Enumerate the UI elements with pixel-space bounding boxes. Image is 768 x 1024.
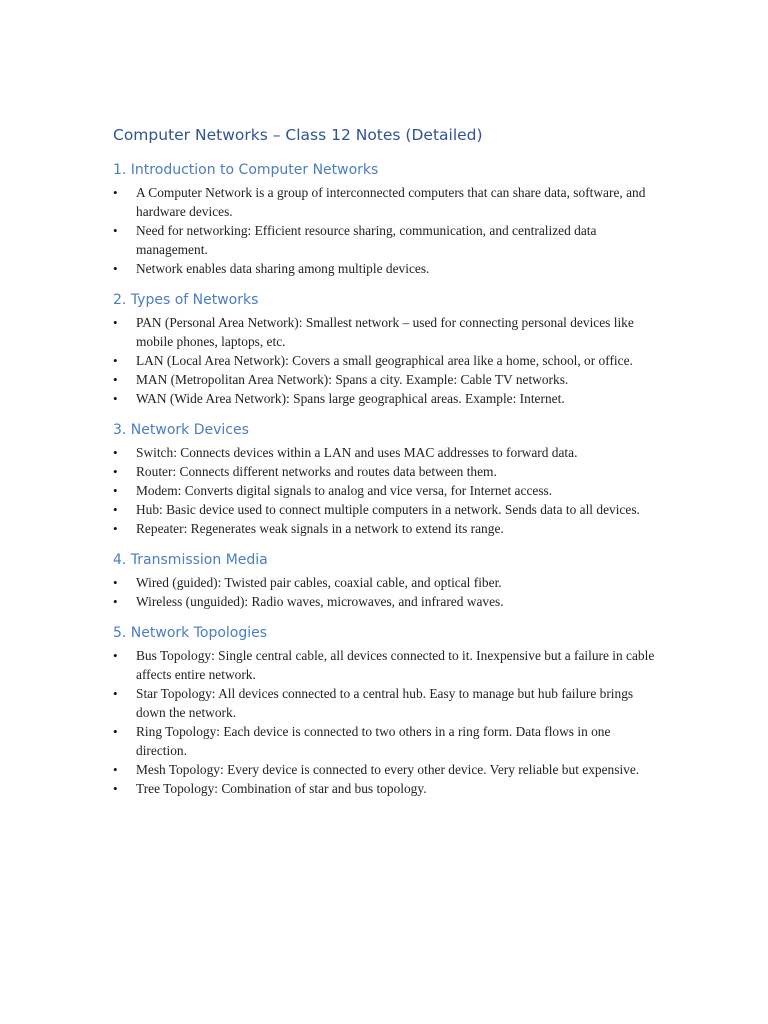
page-title: Computer Networks – Class 12 Notes (Detailed)	[113, 126, 483, 144]
list-item-text: Switch: Connects devices within a LAN and uses MAC addresses to forward data.	[136, 445, 578, 460]
list-item	[113, 183, 658, 221]
list-item	[113, 221, 658, 259]
bullet-icon: •	[113, 648, 118, 663]
list-item-text: Network enables data sharing among multiple devices.	[136, 261, 430, 276]
bullet-list	[113, 443, 658, 538]
bullet-icon: •	[113, 575, 118, 590]
list-item	[113, 500, 658, 519]
bullet-icon: •	[113, 502, 118, 517]
section-2	[113, 290, 658, 408]
bullet-icon: •	[113, 445, 118, 460]
bullet-icon: •	[113, 483, 118, 498]
sections-container	[113, 160, 658, 798]
list-item-text: Hub: Basic device used to connect multiple computers in a network. Sends data to all devices.	[136, 502, 640, 517]
list-item	[113, 592, 658, 611]
list-item-text: Router: Connects different networks and routes data between them.	[136, 464, 497, 479]
list-item-text: Wireless (unguided): Radio waves, microwaves, and infrared waves.	[136, 594, 504, 609]
list-item-text: WAN (Wide Area Network): Spans large geographical areas. Example: Internet.	[136, 391, 565, 406]
bullet-list	[113, 646, 658, 798]
list-item-text: Ring Topology: Each device is connected to two others in a ring form. Data flows in one direction.	[136, 724, 611, 758]
bullet-icon: •	[113, 391, 118, 406]
list-item-text: Repeater: Regenerates weak signals in a network to extend its range.	[136, 521, 504, 536]
list-item-text: Modem: Converts digital signals to analog and vice versa, for Internet access.	[136, 483, 553, 498]
bullet-list	[113, 183, 658, 278]
list-item	[113, 351, 658, 370]
list-item-text: Wired (guided): Twisted pair cables, coaxial cable, and optical fiber.	[136, 575, 502, 590]
list-item	[113, 389, 658, 408]
list-item	[113, 722, 658, 760]
list-item	[113, 481, 658, 500]
section-heading: 3. Network Devices	[113, 422, 249, 438]
section-heading: 5. Network Topologies	[113, 625, 268, 641]
bullet-icon: •	[113, 521, 118, 536]
bullet-icon: •	[113, 223, 118, 238]
bullet-list	[113, 313, 658, 408]
list-item-text: Mesh Topology: Every device is connected to every other device. Very reliable but expensive.	[136, 762, 640, 777]
section-3	[113, 420, 658, 538]
list-item-text: MAN (Metropolitan Area Network): Spans a city. Example: Cable TV networks.	[136, 372, 569, 387]
section-heading: 2. Types of Networks	[113, 292, 259, 308]
bullet-icon: •	[113, 372, 118, 387]
list-item	[113, 779, 658, 798]
list-item	[113, 760, 658, 779]
list-item-text: Need for networking: Efficient resource sharing, communication, and centralized data management.	[136, 223, 597, 257]
bullet-list	[113, 573, 658, 611]
list-item	[113, 370, 658, 389]
list-item	[113, 259, 658, 278]
section-heading: 4. Transmission Media	[113, 552, 268, 568]
bullet-icon: •	[113, 762, 118, 777]
bullet-icon: •	[113, 724, 118, 739]
document-page	[113, 124, 658, 810]
list-item-text: Bus Topology: Single central cable, all devices connected to it. Inexpensive but a failure in cable affects entire network.	[136, 648, 655, 682]
list-item	[113, 646, 658, 684]
list-item	[113, 684, 658, 722]
bullet-icon: •	[113, 594, 118, 609]
section-5	[113, 623, 658, 798]
bullet-icon: •	[113, 686, 118, 701]
bullet-icon: •	[113, 261, 118, 276]
list-item-text: A Computer Network is a group of interconnected computers that can share data, software, and hardware devices.	[136, 185, 646, 219]
list-item-text: Tree Topology: Combination of star and bus topology.	[136, 781, 427, 796]
bullet-icon: •	[113, 781, 118, 796]
list-item	[113, 443, 658, 462]
section-4	[113, 550, 658, 611]
list-item	[113, 519, 658, 538]
list-item	[113, 462, 658, 481]
bullet-icon: •	[113, 464, 118, 479]
list-item-text: PAN (Personal Area Network): Smallest network – used for connecting personal devices like mobile phones, laptops, etc.	[136, 315, 634, 349]
list-item	[113, 313, 658, 351]
bullet-icon: •	[113, 315, 118, 330]
section-1	[113, 160, 658, 278]
bullet-icon: •	[113, 185, 118, 200]
bullet-icon: •	[113, 353, 118, 368]
list-item-text: LAN (Local Area Network): Covers a small geographical area like a home, school, or office.	[136, 353, 633, 368]
list-item-text: Star Topology: All devices connected to a central hub. Easy to manage but hub failure brings down the network.	[136, 686, 634, 720]
section-heading: 1. Introduction to Computer Networks	[113, 162, 379, 178]
list-item	[113, 573, 658, 592]
